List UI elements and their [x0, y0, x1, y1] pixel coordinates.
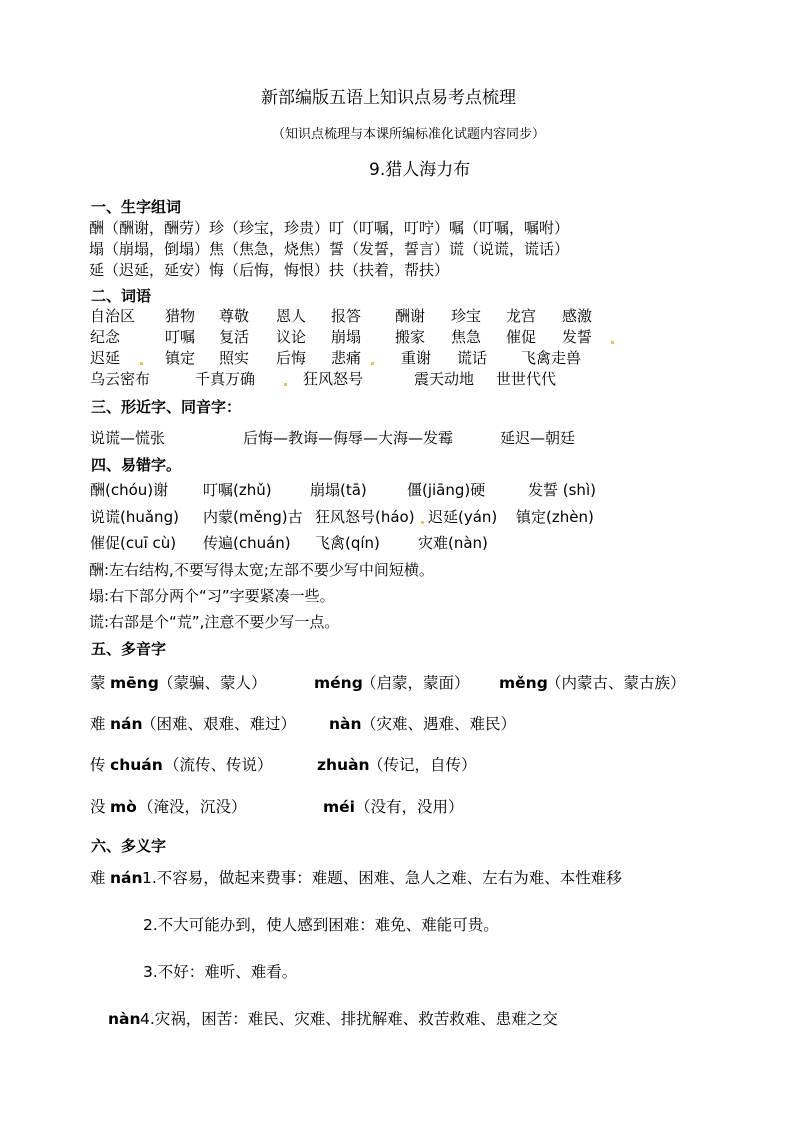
vocabulary-word: 议论 — [276, 328, 307, 346]
polyphone-examples: （传记，自传） — [368, 756, 477, 774]
vocabulary-word: 崩塌 — [331, 328, 362, 346]
section-heading-polyphones: 五、多音字 — [91, 640, 167, 658]
vocabulary-word: 复活 — [219, 328, 250, 346]
section-heading-error-prone: 四、易错字。 — [91, 456, 182, 474]
pinyin-reading: nàn — [329, 715, 362, 733]
vocabulary-word: 叮嘱 — [165, 328, 196, 346]
vocabulary-word: 乌云密布 — [90, 370, 151, 388]
vocabulary-word: 世世代代 — [496, 370, 557, 388]
meaning-row — [0, 1010, 794, 1030]
vocabulary-word: 感激 — [562, 307, 593, 325]
vocabulary-word: 镇定 — [165, 349, 196, 367]
error-prone-word: 内蒙(měng)古 — [203, 508, 303, 526]
polyphone-character: 蒙 — [90, 674, 106, 692]
vocabulary-word: 纪念 — [90, 328, 121, 346]
polyphone-row — [0, 756, 794, 776]
vocabulary-word: 恩人 — [276, 307, 307, 325]
lesson-title: 9.猎人海力布 — [369, 160, 471, 180]
meaning-character: 难 — [90, 869, 106, 887]
vocabulary-word: 重谢 — [401, 349, 432, 367]
vocabulary-word: 后悔 — [276, 349, 307, 367]
similar-characters-group: 说谎—慌张 — [90, 429, 166, 447]
meaning-row — [0, 869, 794, 889]
highlight-dot — [421, 521, 424, 524]
section-heading-new-characters: 一、生字组词 — [91, 198, 182, 216]
polyphone-character: 难 — [90, 715, 106, 733]
error-prone-row — [0, 508, 794, 526]
error-prone-word: 狂风怒号(háo) — [315, 508, 415, 526]
pinyin-reading: nán — [110, 869, 143, 887]
vocabulary-word: 珍宝 — [451, 307, 482, 325]
vocabulary-word: 悲痛 — [331, 349, 362, 367]
section-heading-vocabulary: 二、词语 — [91, 287, 152, 305]
polyphone-examples: （没有，没用） — [355, 798, 464, 816]
new-characters-line: 塌（崩塌，倒塌）焦（焦急，烧焦）誓（发誓，誓言）谎（说谎，谎话） — [89, 240, 570, 258]
pinyin-reading: méi — [323, 798, 355, 816]
writing-note: 酬:左右结构,不要写得太宽;左部不要少写中间短横。 — [89, 561, 434, 579]
section-heading-similar-characters: 三、形近字、同音字： — [91, 398, 242, 416]
similar-characters-row — [0, 429, 794, 447]
pinyin-reading: měng — [499, 674, 548, 692]
polyphone-examples: （流传、传说） — [164, 756, 273, 774]
vocabulary-row — [0, 328, 794, 346]
polyphone-character: 没 — [90, 798, 106, 816]
pinyin-reading: chuán — [110, 756, 163, 774]
meaning-definition: 4.灾祸，困苦：难民、灾难、排扰解难、救苦救难、患难之交 — [140, 1010, 558, 1028]
writing-note: 谎:右部是个“荒”,注意不要少写一点。 — [89, 613, 340, 631]
new-characters-line: 酬（酬谢，酬劳）珍（珍宝，珍贵）叮（叮嘱，叮咛）嘱（叮嘱，嘱咐） — [89, 219, 570, 237]
vocabulary-word: 报答 — [331, 307, 362, 325]
polyphone-row — [0, 798, 794, 818]
highlight-dot — [140, 362, 143, 365]
vocabulary-word: 自治区 — [90, 307, 136, 325]
polyphone-row — [0, 674, 794, 694]
pinyin-reading: nàn — [108, 1010, 141, 1028]
writing-note: 塌:右下部分两个“习”字要紧凑一些。 — [89, 587, 335, 605]
meaning-definition: 2.不大可能办到，使人感到困难：难免、难能可贵。 — [143, 916, 499, 934]
error-prone-word: 叮嘱(zhǔ) — [203, 481, 272, 499]
polyphone-examples: （淹没，沉没） — [138, 798, 247, 816]
vocabulary-word: 焦急 — [451, 328, 482, 346]
vocabulary-word: 龙宫 — [506, 307, 537, 325]
vocabulary-word: 催促 — [506, 328, 537, 346]
similar-characters-group: 延迟—朝廷 — [500, 429, 576, 447]
vocabulary-word: 千真万确 — [195, 370, 256, 388]
error-prone-word: 说谎(huǎng) — [90, 508, 179, 526]
vocabulary-word: 狂风怒号 — [303, 370, 364, 388]
vocabulary-word: 猎物 — [165, 307, 196, 325]
vocabulary-row — [0, 307, 794, 325]
vocabulary-row — [0, 370, 794, 388]
polyphone-examples: （启蒙，蒙面） — [361, 674, 470, 692]
error-prone-word: 传遍(chuán) — [203, 534, 291, 552]
error-prone-word: 镇定(zhèn) — [516, 508, 594, 526]
section-heading-multiple-meanings: 六、多义字 — [91, 837, 167, 855]
vocabulary-word: 搬家 — [395, 328, 426, 346]
error-prone-word: 催促(cuī cù) — [90, 534, 177, 552]
highlight-dot — [284, 383, 287, 386]
highlight-dot — [611, 341, 614, 344]
document-subtitle: （知识点梳理与本课所编标准化试题内容同步） — [272, 127, 546, 142]
pinyin-reading: méng — [314, 674, 363, 692]
error-prone-word: 崩塌(tā) — [310, 481, 367, 499]
similar-characters-group: 后悔—教诲—侮辱—大海—发霉 — [243, 429, 454, 447]
polyphone-row — [0, 715, 794, 735]
error-prone-word: 飞禽(qín) — [315, 534, 380, 552]
vocabulary-word: 发誓 — [562, 328, 593, 346]
pinyin-reading: mēng — [110, 674, 159, 692]
vocabulary-word: 谎话 — [457, 349, 488, 367]
polyphone-examples: （蒙骗、蒙人） — [158, 674, 267, 692]
polyphone-examples: （灾难、遇难、难民） — [361, 715, 517, 733]
polyphone-examples: （内蒙古、蒙古族） — [546, 674, 686, 692]
new-characters-line: 延（迟延，延安）悔（后悔，悔恨）扶（扶着，帮扶） — [89, 261, 450, 279]
vocabulary-row — [0, 349, 794, 367]
vocabulary-word: 迟延 — [90, 349, 121, 367]
error-prone-word: 酬(chóu)谢 — [90, 481, 169, 499]
meaning-definition: 3.不好：难听、难看。 — [143, 963, 298, 981]
document-title: 新部编版五语上知识点易考点梳理 — [261, 88, 516, 108]
vocabulary-word: 飞禽走兽 — [521, 349, 582, 367]
vocabulary-word: 尊敬 — [219, 307, 250, 325]
error-prone-word: 迟延(yán) — [428, 508, 498, 526]
pinyin-reading: mò — [110, 798, 137, 816]
error-prone-word: 僵(jiāng)硬 — [407, 481, 486, 499]
vocabulary-word: 震天动地 — [414, 370, 475, 388]
polyphone-examples: （困难、艰难、难过） — [141, 715, 297, 733]
pinyin-reading: zhuàn — [317, 756, 370, 774]
vocabulary-word: 酬谢 — [395, 307, 426, 325]
vocabulary-word: 照实 — [219, 349, 250, 367]
highlight-dot — [371, 362, 374, 365]
polyphone-character: 传 — [90, 756, 106, 774]
error-prone-word: 发誓 (shì) — [528, 481, 596, 499]
meaning-definition: 1.不容易，做起来费事：难题、困难、急人之难、左右为难、本性难移 — [142, 869, 622, 887]
error-prone-row — [0, 534, 794, 552]
pinyin-reading: nán — [110, 715, 143, 733]
error-prone-word: 灾难(nàn) — [418, 534, 488, 552]
error-prone-row — [0, 481, 794, 499]
